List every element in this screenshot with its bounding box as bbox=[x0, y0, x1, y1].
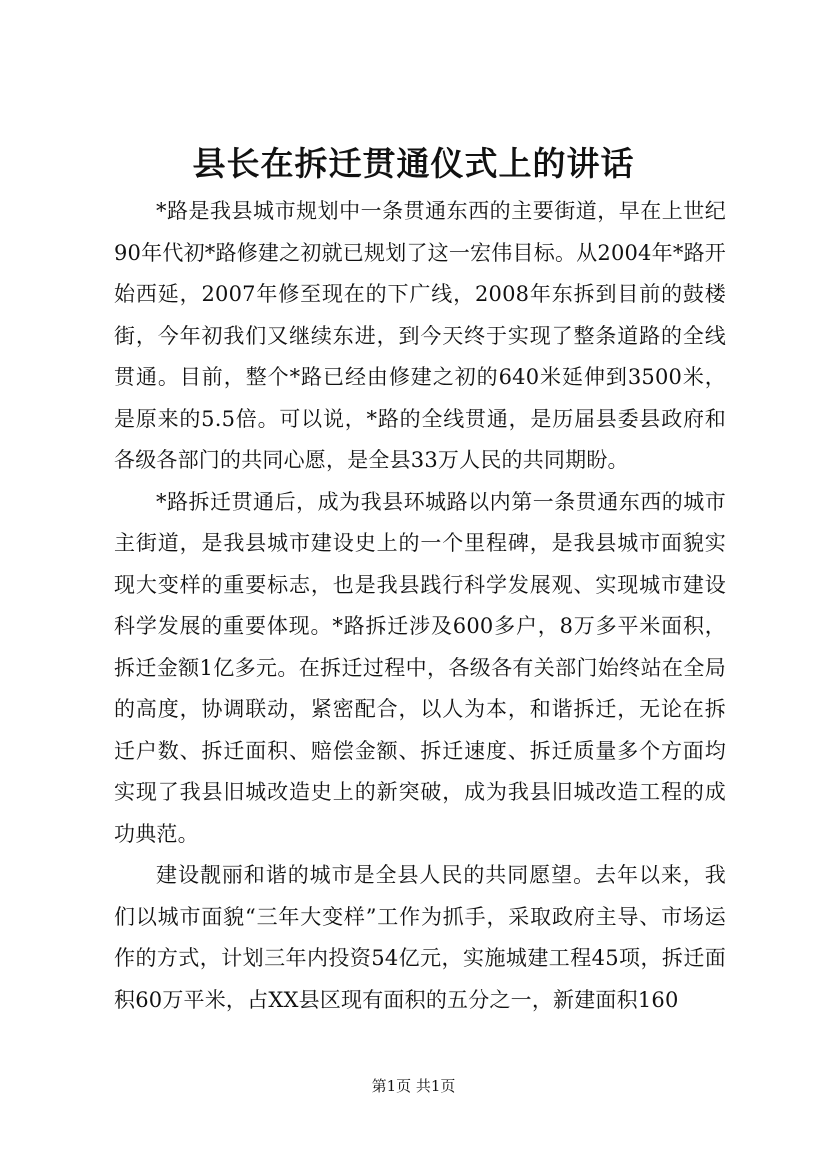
page-title: 县长在拆迁贯通仪式上的讲话 bbox=[192, 144, 635, 183]
document-body bbox=[114, 191, 726, 1021]
page-footer: 第1页 共1页 bbox=[371, 1077, 456, 1095]
paragraph-3: 建设靓丽和谐的城市是全县人民的共同愿望。去年以来，我们以城市面貌“三年大变样”工作为抓手，采取政府主导、市场运作的方式，计划三年内投资54亿元，实施城建工程45项，拆迁面积60万平米，占XX县区现有面积的五分之一，新建面积160 bbox=[114, 863, 726, 1012]
paragraph-1: *路是我县城市规划中一条贯通东西的主要街道，早在上世纪90年代初*路修建之初就已规划了这一宏伟目标。从2004年*路开始西延，2007年修至现在的下广线，2008年东拆到目前的鼓楼街，今年初我们又继续东进，到今天终于实现了整条道路的全线贯通。目前，整个*路已经由修建之初的640米延伸到3500米，是原来的5.5倍。可以说，*路的全线贯通，是历届县委县政府和各级各部门的共同心愿，是全县33万人民的共同期盼。 bbox=[114, 199, 726, 472]
paragraph-2: *路拆迁贯通后，成为我县环城路以内第一条贯通东西的城市主街道，是我县城市建设史上的一个里程碑，是我县城市面貌实现大变样的重要标志，也是我县践行科学发展观、实现城市建设科学发展的重要体现。*路拆迁涉及600多户，8万多平米面积，拆迁金额1亿多元。在拆迁过程中，各级各有关部门始终站在全局的高度，协调联动，紧密配合，以人为本，和谐拆迁，无论在拆迁户数、拆迁面积、赔偿金额、拆迁速度、拆迁质量多个方面均实现了我县旧城改造史上的新突破，成为我县旧城改造工程的成功典范。 bbox=[114, 489, 726, 846]
